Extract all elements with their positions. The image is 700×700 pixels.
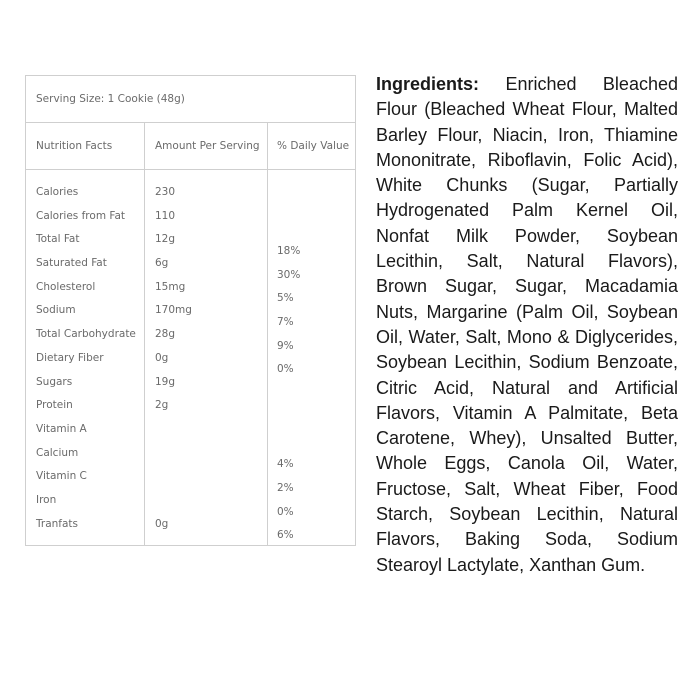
daily-value: 2% [277,481,294,494]
nutrient-amount: 230 [155,186,176,198]
daily-value: 0% [277,505,294,518]
nutrient-names-column [36,184,136,539]
nutrient-name: Sugars [36,375,73,388]
ingredients-text: Enriched Bleached Flour (Bleached Wheat Flour, Malted Barley Flour, Niacin, Iron, Thiamine Mononitrate, Riboflavin, Folic Acid), White Chunks (Sugar, Partially Hydrogenated Palm Kernel Oil, Nonfat Milk Powder, Soybean Lecithin, Salt, Natural Flavors), Brown Sugar, Sugar, Macadamia Nuts, Margarine (Palm Oil, Soybean Oil, Water, Salt, Mono & Diglycerides, Soybean Lecithin, Sodium Benzoate, Citric Acid, Natural and Artificial Flavors, Vitamin A Palmitate, Beta Carotene, Whey), Unsalted Butter, Whole Eggs, Canola Oil, Water, Fructose, Salt, Wheat Fiber, Food Starch, Soybean Lecithin, Natural Flavors, Baking Soda, Sodium Stearoyl Lactylate, Xanthan Gum. [376,74,678,575]
nutrient-amount [155,421,192,445]
header-amount-per-serving: Amount Per Serving [155,140,260,152]
nutrient-name: Protein [36,399,73,412]
daily-value: 4% [277,458,294,471]
daily-value: 7% [277,316,294,329]
daily-value: 6% [277,529,294,542]
nutrient-name: Vitamin A [36,422,87,435]
nutrient-name: Calcium [36,446,79,459]
daily-value: 18% [277,245,301,257]
nutrient-amount: 19g [155,375,176,388]
nutrient-name: Total Fat [36,233,80,246]
ingredients-label: Ingredients: [376,74,480,94]
nutrient-amount: 2g [155,399,169,412]
nutrient-amount [155,468,192,492]
header-nutrition-facts: Nutrition Facts [36,140,113,152]
column-divider [144,123,145,545]
nutrient-amount: 6g [155,257,169,270]
nutrient-amount: 110 [155,209,176,222]
amounts-column [155,184,192,539]
daily-value: 30% [277,268,301,281]
daily-value: 0% [277,363,294,376]
nutrient-name: Sodium [36,304,76,317]
nutrient-name: Calories from Fat [36,209,126,222]
daily-value: 5% [277,292,294,305]
nutrient-amount: 12g [155,233,176,246]
nutrient-name: Tranfats [36,517,78,530]
nutrient-name: Dietary Fiber [36,351,104,364]
table-header-row [26,123,355,170]
nutrient-name: Total Carbohydrate [36,328,136,341]
nutrient-name: Vitamin C [36,470,87,483]
nutrient-name: Cholesterol [36,280,96,293]
serving-size: Serving Size: 1 Cookie (48g) [36,93,185,105]
nutrient-amount: 0g [155,517,169,530]
nutrient-name: Calories [36,186,79,198]
ingredients-paragraph [376,72,678,578]
nutrient-amount [155,445,192,469]
nutrition-table [25,75,356,546]
header-daily-value: % Daily Value [277,140,350,152]
nutrient-amount: 15mg [155,280,186,293]
nutrient-name: Iron [36,493,57,506]
daily-value [277,385,300,409]
daily-value [277,409,300,433]
serving-size-row [26,76,355,123]
nutrient-amount: 170mg [155,304,192,317]
nutrient-name: Saturated Fat [36,257,107,270]
nutrient-amount: 28g [155,328,176,341]
daily-value-column [277,243,300,551]
nutrient-amount [155,492,192,516]
daily-value: 9% [277,339,294,352]
nutrient-amount: 0g [155,351,169,364]
column-divider [267,123,268,545]
daily-value [277,433,300,457]
